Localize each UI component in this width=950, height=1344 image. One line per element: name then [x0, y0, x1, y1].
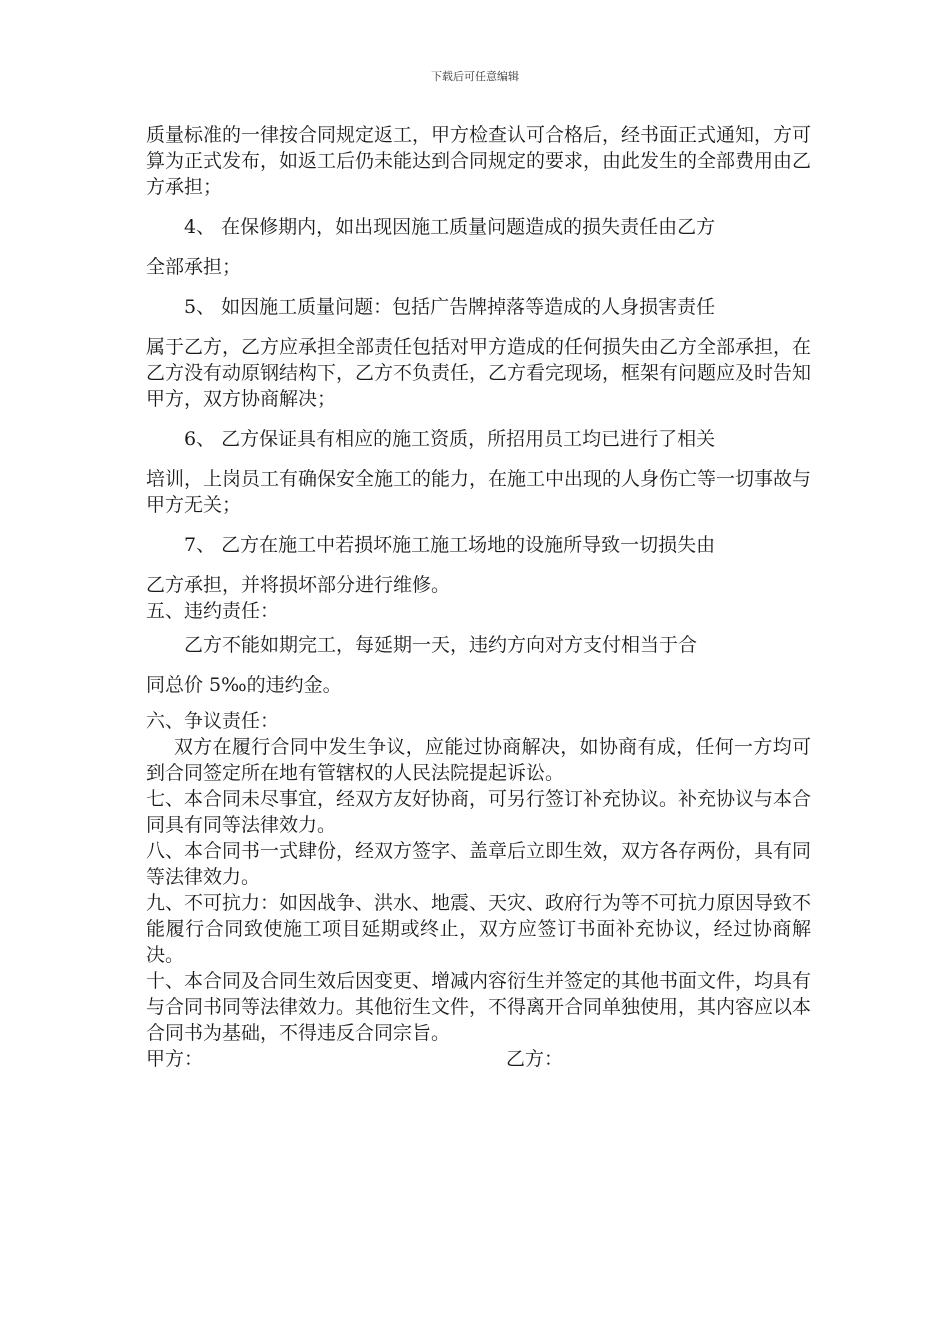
clause-6-rest: 培训，上岗员工有确保安全施工的能力，在施工中出现的人身伤亡等一切事故与甲方无关；	[146, 468, 812, 516]
section-5-rest: 同总价 5‰的违约金。	[146, 674, 342, 696]
clause-5-rest: 属于乙方，乙方应承担全部责任包括对甲方造成的任何损失由乙方全部承担，在乙方没有动原钢结构下，乙方不负责任，乙方看完现场，框架有问题应及时告知甲方，双方协商解决；	[146, 336, 812, 410]
contract-body	[146, 122, 811, 1072]
section-8: 八、本合同书一式肆份，经双方签字、盖章后立即生效，双方各存两份，具有同等法律效力。	[146, 840, 812, 888]
section-5-first-line: 乙方不能如期完工，每延期一天，违约方向对方支付相当于合	[184, 634, 698, 656]
section-7: 七、本合同未尽事宜，经双方友好协商，可另行签订补充协议。补充协议与本合同具有同等法律效力。	[146, 788, 812, 836]
signature-row	[146, 1046, 811, 1072]
clause-7-rest: 乙方承担，并将损坏部分进行维修。	[146, 574, 451, 596]
section-9: 九、不可抗力：如因战争、洪水、地震、天灾、政府行为等不可抗力原因导致不能履行合同致使施工项目延期或终止，双方应签订书面补充协议，经过协商解决。	[146, 892, 812, 966]
clause-7-first-line: 7、 乙方在施工中若损坏施工施工场地的设施所导致一切损失由	[184, 534, 716, 556]
clause-4-first-line: 4、 在保修期内，如出现因施工质量问题造成的损失责任由乙方	[184, 216, 716, 238]
party-a-signature-label: 甲方：	[146, 1048, 204, 1070]
section-6-title: 六、争议责任：	[146, 710, 280, 732]
party-b-signature-label: 乙方：	[506, 1048, 564, 1070]
section-6-body: 双方在履行合同中发生争议，应能过协商解决，如协商有成，任何一方均可到合同签定所在地有管辖权的人民法院提起诉讼。	[146, 736, 811, 784]
section-5-title: 五、违约责任：	[146, 600, 280, 622]
section-10: 十、本合同及合同生效后因变更、增减内容衍生并签定的其他书面文件，均具有与合同书同等法律效力。其他衍生文件，不得离开合同单独使用，其内容应以本合同书为基础，不得违反合同宗旨。	[146, 970, 812, 1044]
page-header-note: 下载后可任意编辑	[431, 70, 519, 83]
clause-3-continuation: 质量标准的一律按合同规定返工，甲方检查认可合格后，经书面正式通知，方可算为正式发布，如返工后仍未能达到合同规定的要求，由此发生的全部费用由乙方承担；	[146, 124, 812, 198]
clause-4-rest: 全部承担；	[146, 256, 242, 278]
clause-6-first-line: 6、 乙方保证具有相应的施工资质，所招用员工均已进行了相关	[184, 428, 716, 450]
clause-5-first-line: 5、 如因施工质量问题：包括广告牌掉落等造成的人身损害责任	[184, 296, 716, 318]
